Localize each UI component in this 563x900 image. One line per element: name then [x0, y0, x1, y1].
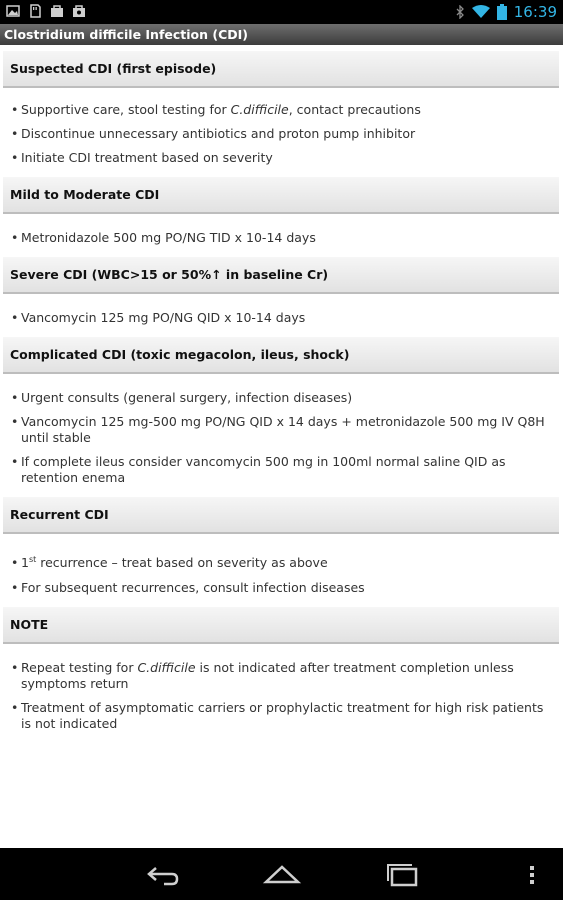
page-title: Clostridium difficile Infection (CDI) [0, 24, 563, 45]
image-notification-icon [6, 4, 20, 18]
section-header-mild: Mild to Moderate CDI [3, 177, 559, 214]
list-item: • Metronidazole 500 mg PO/NG TID x 10-14 days [11, 230, 316, 245]
list-item: • Initiate CDI treatment based on severity [11, 150, 273, 165]
list-item: • Discontinue unnecessary antibiotics and proton pump inhibitor [11, 126, 416, 141]
list-item: • For subsequent recurrences, consult infection diseases [11, 580, 365, 595]
list-item: • If complete ileus consider vancomycin 500 mg in 100ml normal saline QID as retention enema [11, 454, 506, 485]
recent-apps-icon[interactable] [382, 860, 422, 888]
battery-icon [497, 4, 507, 20]
list-item: • Treatment of asymptomatic carriers or prophylactic treatment for high risk patients is not indicated [11, 700, 544, 731]
bluetooth-icon [455, 5, 465, 19]
wifi-icon [472, 5, 490, 19]
clock: 16:39 [513, 3, 557, 21]
section-header-severe: Severe CDI (WBC>15 or 50%↑ in baseline Cr) [3, 257, 559, 294]
back-icon[interactable] [142, 860, 182, 888]
list-item: • Vancomycin 125 mg PO/NG QID x 10-14 days [11, 310, 306, 325]
list-item: • Repeat testing for C.difficile is not indicated after treatment completion unless symptoms return [11, 660, 514, 691]
menu-overflow-icon[interactable] [520, 860, 544, 888]
list-item: • 1st recurrence – treat based on severity as above [11, 554, 328, 570]
home-icon[interactable] [262, 860, 302, 888]
store-notification-icon [72, 4, 86, 18]
bag-notification-icon [50, 4, 64, 18]
sd-card-notification-icon [28, 4, 42, 18]
section-header-suspected: Suspected CDI (first episode) [3, 51, 559, 88]
system-status-icons [455, 0, 557, 24]
list-item: • Supportive care, stool testing for C.difficile, contact precautions [11, 102, 421, 117]
list-item: • Urgent consults (general surgery, infection diseases) [11, 390, 353, 405]
status-bar [0, 0, 563, 24]
section-header-complicated: Complicated CDI (toxic megacolon, ileus, shock) [3, 337, 559, 374]
section-header-recurrent: Recurrent CDI [3, 497, 559, 534]
list-item: • Vancomycin 125 mg-500 mg PO/NG QID x 14 days + metronidazole 500 mg IV Q8H until stable [11, 414, 545, 445]
navigation-bar [0, 848, 563, 900]
section-header-note: NOTE [3, 607, 559, 644]
notification-icons [6, 4, 86, 18]
